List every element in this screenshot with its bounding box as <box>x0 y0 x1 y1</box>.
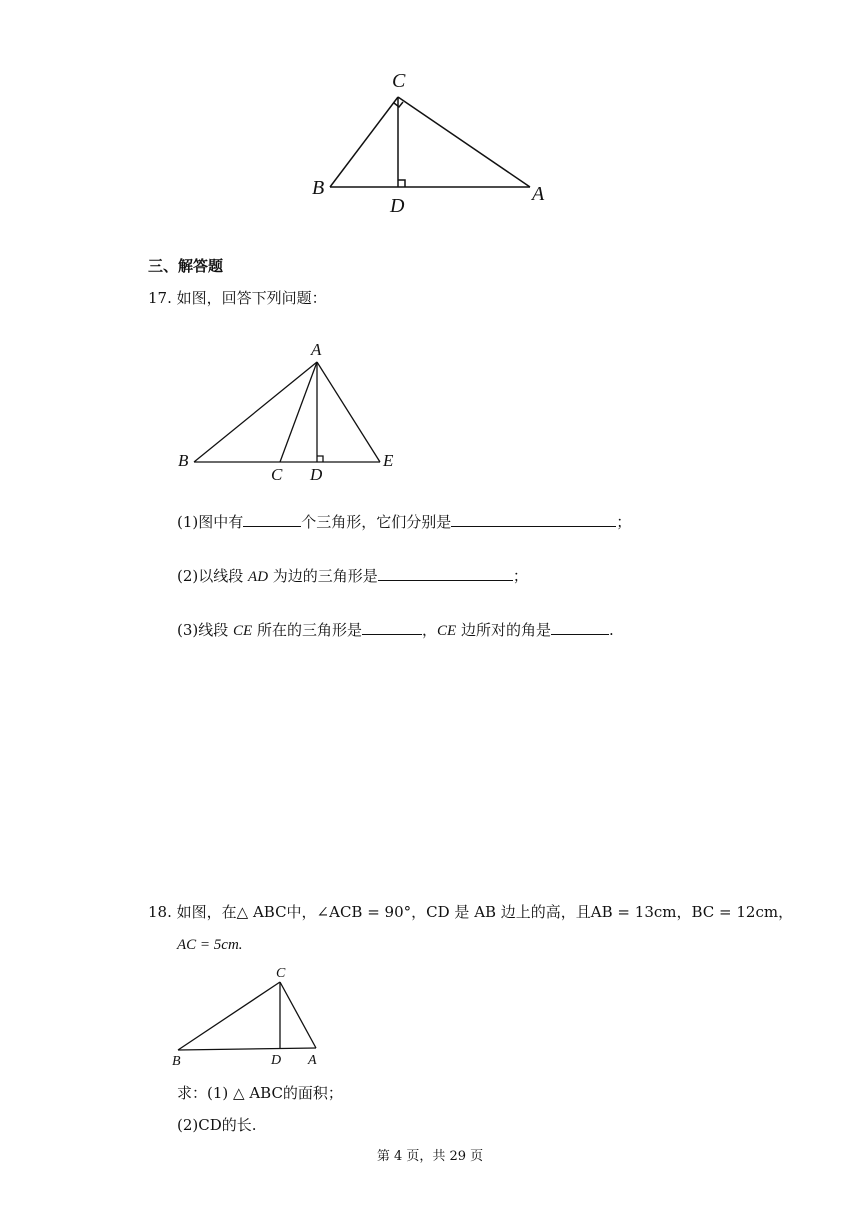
answer-blank-4[interactable] <box>362 620 422 635</box>
q18-ask2: (2)CD的长. <box>177 1116 257 1134</box>
right-angle-mark <box>317 456 323 462</box>
q18-line1: 如图，在△ ABC中，∠ACB = 90°，CD 是 AB 边上的高，且AB = 13cm，BC = 12cm， <box>176 903 794 921</box>
label-a: A <box>311 340 322 359</box>
figure-q18 <box>168 962 338 1072</box>
answer-blank-5[interactable] <box>551 620 609 635</box>
part3-pre: (3)线段 <box>177 621 234 639</box>
q17-text: 如图，回答下列问题： <box>176 289 327 307</box>
label-d: D <box>271 1053 282 1068</box>
part3-seg2: CE <box>437 623 457 639</box>
q18-number: 18. <box>148 903 172 921</box>
label-a: A <box>308 1053 317 1068</box>
part3-seg: CE <box>233 623 253 639</box>
part1-pre: (1)图中有 <box>177 513 244 531</box>
segment-bc <box>178 982 280 1050</box>
part2-seg: AD <box>248 569 269 585</box>
q17-part2 <box>177 566 528 587</box>
right-angle-mark-d <box>398 180 405 187</box>
q18-stem <box>148 902 793 922</box>
q17-part3 <box>177 620 614 641</box>
q17-stem <box>148 288 327 308</box>
figure-top-triangle <box>300 60 560 220</box>
answer-blank-3[interactable] <box>378 566 513 581</box>
section-title: 三、解答题 <box>148 257 224 275</box>
answer-blank-1[interactable] <box>243 512 301 527</box>
part1-post: ； <box>616 513 632 531</box>
label-d: D <box>310 465 323 484</box>
figure-q17 <box>170 335 410 485</box>
label-b: B <box>312 177 325 199</box>
label-a: A <box>532 183 545 205</box>
segment-ca <box>398 97 530 187</box>
label-e: E <box>383 451 394 470</box>
part2-pre: (2)以线段 <box>177 567 249 585</box>
part2-mid: 为边的三角形是 <box>268 567 378 585</box>
part3-mid2: ， <box>421 621 437 639</box>
q17-part1 <box>177 512 631 532</box>
page-footer: 第 4 页，共 29 页 <box>376 1149 484 1164</box>
part3-mid: 所在的三角形是 <box>252 621 362 639</box>
label-c: C <box>271 465 283 484</box>
segment-ae <box>317 362 380 462</box>
segment-bc <box>330 97 398 187</box>
q18-line2: AC = 5cm. <box>177 937 243 953</box>
segment-ba <box>178 1048 316 1050</box>
label-c: C <box>276 966 286 981</box>
answer-blank-2[interactable] <box>451 512 616 527</box>
part2-post: ； <box>512 567 528 585</box>
q17-number: 17. <box>148 289 172 307</box>
label-c: C <box>392 70 406 92</box>
part1-mid: 个三角形，它们分别是 <box>301 513 452 531</box>
part3-mid3: 边所对的角是 <box>456 621 551 639</box>
label-d: D <box>390 195 405 217</box>
label-b: B <box>178 451 189 470</box>
q18-ask1: 求：(1) △ ABC的面积； <box>177 1084 343 1102</box>
segment-ca <box>280 982 316 1048</box>
part3-post: . <box>608 621 614 639</box>
label-b: B <box>172 1054 181 1069</box>
